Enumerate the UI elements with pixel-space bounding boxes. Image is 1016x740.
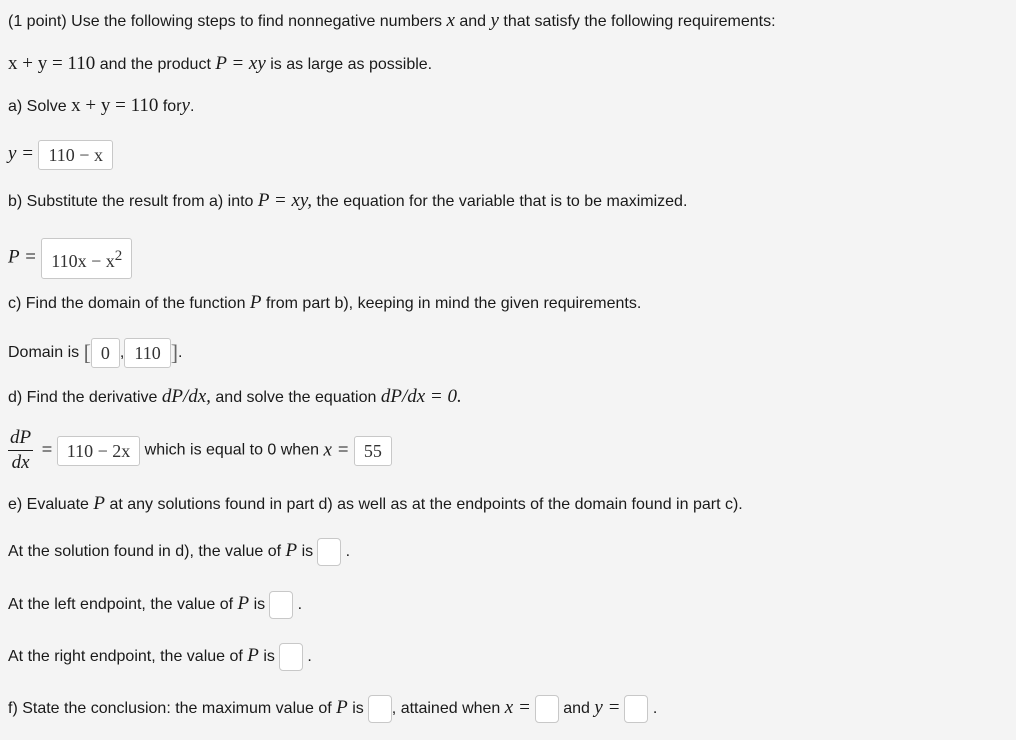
part-e-prompt: e) Evaluate P at any solutions found in part d) as well as at the endpoints of the domain found in part c). [8, 493, 743, 514]
domain-lower-field[interactable]: 0 [91, 338, 120, 368]
part-b-answer-row: $P = 110x - x^2$ [8, 238, 132, 279]
part-a-prompt: a) Solve x + y = 110 fory. [8, 95, 195, 116]
part-d-prompt: d) Find the derivative dP/dx, and solve the equation dP/dx = 0. [8, 386, 462, 407]
domain-upper-field[interactable]: 110 [124, 338, 170, 368]
p-at-solution-field[interactable] [317, 538, 341, 566]
max-x-field[interactable] [535, 695, 559, 723]
derivative-fraction: $\frac{dP}{dx}$ [10, 427, 32, 473]
p-at-right-row: At the right endpoint, the value of P is . [8, 643, 312, 671]
p-at-solution-row: At the solution found in d), the value of P is . [8, 538, 350, 566]
part-d-answer-row: $\frac{dP}{dx}$ = 110 − 2x which is equal to 0 when x = 55 [8, 428, 392, 473]
part-c-prompt: c) Find the domain of the function P from part b), keeping in mind the given requirements. [8, 292, 642, 313]
derivative-field[interactable]: 110 − 2x [57, 436, 140, 466]
part-a-answer-row: y = 110 − x [8, 140, 113, 170]
requirement-line: x + y = 110 and the product P = xy is as large as possible. [8, 53, 433, 74]
p-at-right-endpoint-field[interactable] [279, 643, 303, 671]
max-y-field[interactable] [624, 695, 648, 723]
p-function-field[interactable]: $110x - x^2$ [41, 238, 132, 279]
max-p-field[interactable] [368, 695, 392, 723]
part-f-row: f) State the conclusion: the maximum value of P is , attained when x = and y = . [8, 695, 657, 723]
p-at-left-endpoint-field[interactable] [269, 591, 293, 619]
part-c-domain-row: Domain is [ 0 , 110 ]. [8, 338, 183, 368]
part-b-prompt: b) Substitute the result from a) into P = xy, the equation for the variable that is to be maximized. [8, 190, 688, 211]
y-answer-field[interactable]: 110 − x [38, 140, 112, 170]
critical-point-field[interactable]: 55 [354, 436, 392, 466]
p-at-left-row: At the left endpoint, the value of P is . [8, 591, 302, 619]
intro-line: (1 point) Use the following steps to find nonnegative numbers x and y that satisfy the following requirements: [8, 10, 776, 31]
